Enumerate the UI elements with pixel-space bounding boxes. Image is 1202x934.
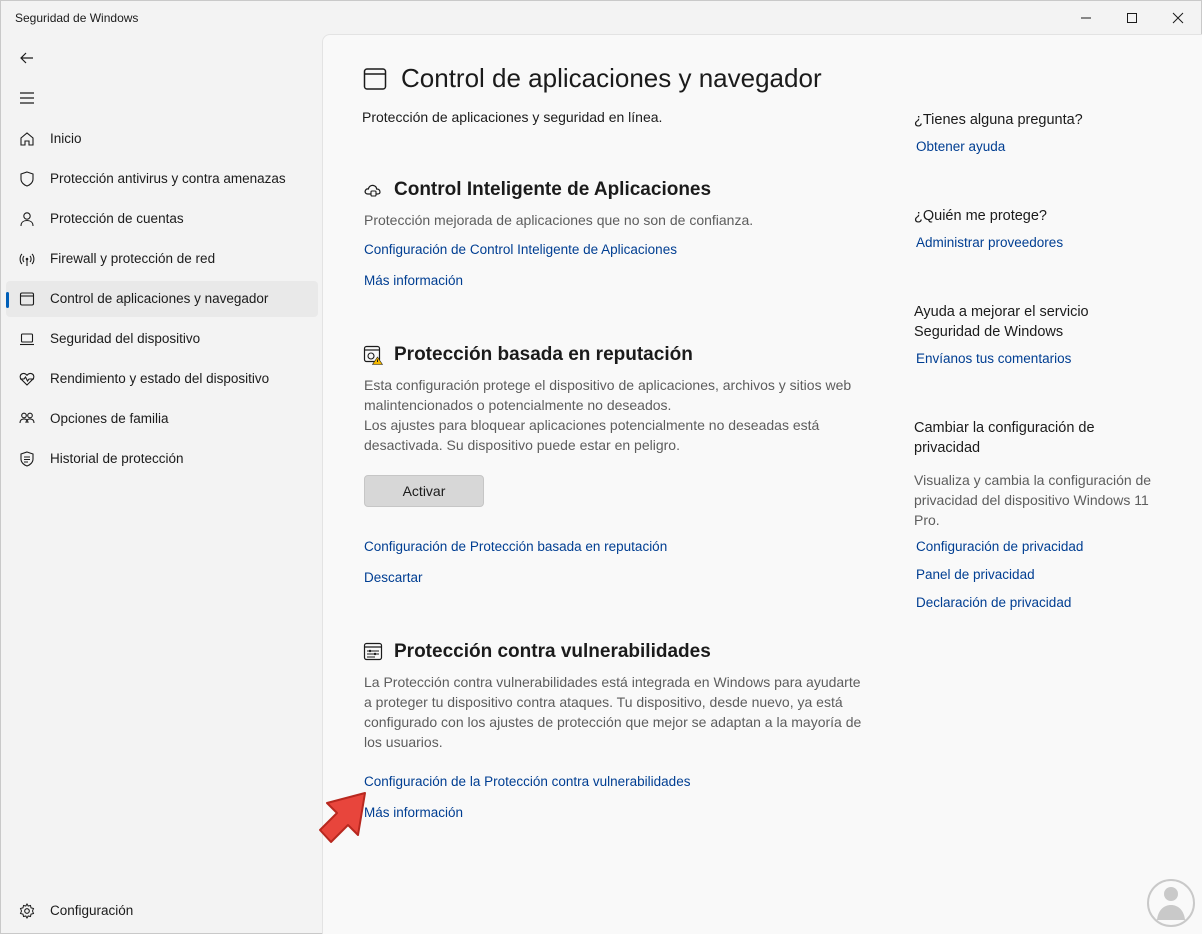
privacy-statement-link[interactable]: Declaración de privacidad xyxy=(916,595,1072,610)
send-feedback-link[interactable]: Envíanos tus comentarios xyxy=(916,351,1072,366)
section-title: Protección contra vulnerabilidades xyxy=(394,641,711,662)
close-icon xyxy=(1172,12,1184,24)
dismiss-link[interactable]: Descartar xyxy=(364,570,423,585)
exploit-protection-icon xyxy=(363,642,383,662)
exploit-description: La Protección contra vulnerabilidades está integrada en Windows para ayudarte a proteger tu dispositivo contra ataques. Tu dispositivo, desde nuevo, ya está configurado con los ajustes de protección que mejor se adaptan a la mayoría de los usuarios. xyxy=(364,674,862,750)
sidebar-item-app-browser-control[interactable] xyxy=(6,281,318,317)
menu-button[interactable] xyxy=(9,83,45,113)
sidebar-item-home[interactable] xyxy=(6,121,318,157)
person-icon xyxy=(18,210,36,228)
question-heading: ¿Tienes alguna pregunta? xyxy=(914,112,1083,128)
smart-app-control-description: Protección mejorada de aplicaciones que no son de confianza. xyxy=(364,212,754,228)
page-title: Control de aplicaciones y navegador xyxy=(401,63,822,93)
close-button[interactable] xyxy=(1155,1,1201,35)
sidebar-item-label: Historial de protección xyxy=(50,451,184,466)
sidebar-item-device-performance[interactable] xyxy=(6,361,318,397)
smart-app-control-icon xyxy=(363,180,383,200)
sidebar-item-settings[interactable] xyxy=(6,893,318,929)
who-protects-heading: ¿Quién me protege? xyxy=(914,208,1047,224)
smart-app-control-header xyxy=(363,179,711,201)
sidebar-item-firewall[interactable] xyxy=(6,241,318,277)
reputation-description: Esta configuración protege el dispositivo de aplicaciones, archivos y sitios web malintencionados o potencialmente no deseados. xyxy=(364,377,852,413)
heart-pulse-icon xyxy=(18,370,36,388)
reputation-warning-icon xyxy=(363,345,383,365)
activate-button[interactable]: Activar xyxy=(364,475,484,507)
shield-icon xyxy=(18,170,36,188)
family-icon xyxy=(18,410,36,428)
sidebar-item-protection-history[interactable] xyxy=(6,441,318,477)
privacy-settings-link[interactable]: Configuración de privacidad xyxy=(916,539,1084,554)
minimize-button[interactable] xyxy=(1063,1,1109,35)
sidebar-item-label: Inicio xyxy=(50,131,82,146)
improve-heading: Ayuda a mejorar el servicio Seguridad de Windows xyxy=(914,304,1089,340)
main-content xyxy=(322,34,1202,934)
back-arrow-icon xyxy=(19,50,35,66)
sidebar-item-label: Rendimiento y estado del dispositivo xyxy=(50,371,270,386)
laptop-icon xyxy=(18,330,36,348)
minimize-icon xyxy=(1080,12,1092,24)
active-indicator xyxy=(6,292,9,308)
sidebar-item-virus-protection[interactable] xyxy=(6,161,318,197)
get-help-link[interactable]: Obtener ayuda xyxy=(916,139,1006,154)
privacy-heading: Cambiar la configuración de privacidad xyxy=(914,420,1095,456)
sidebar-item-label: Protección de cuentas xyxy=(50,211,184,226)
page-header xyxy=(363,63,822,94)
sidebar-item-label: Opciones de familia xyxy=(50,411,169,426)
home-icon xyxy=(18,130,36,148)
sidebar xyxy=(1,35,321,933)
app-window-icon xyxy=(18,290,36,308)
smart-app-more-info-link[interactable]: Más información xyxy=(364,273,464,288)
sidebar-item-device-security[interactable] xyxy=(6,321,318,357)
sidebar-item-family-options[interactable] xyxy=(6,401,318,437)
exploit-protection-header xyxy=(363,641,711,663)
reputation-warning-text: Los ajustes para bloquear aplicaciones potencialmente no deseadas está desactivada. Su dispositivo puede estar en peligro. xyxy=(364,417,820,453)
back-button[interactable] xyxy=(9,43,45,73)
wifi-icon xyxy=(18,250,36,268)
maximize-button[interactable] xyxy=(1109,1,1155,35)
sidebar-item-label: Firewall y protección de red xyxy=(50,251,216,266)
sidebar-item-label: Protección antivirus y contra amenazas xyxy=(50,171,286,186)
app-window-icon xyxy=(363,67,387,91)
smart-app-control-settings-link[interactable]: Configuración de Control Inteligente de Aplicaciones xyxy=(364,242,677,257)
section-title: Protección basada en reputación xyxy=(394,344,693,365)
sidebar-item-label: Seguridad del dispositivo xyxy=(50,331,201,346)
reputation-protection-header xyxy=(363,344,693,366)
maximize-icon xyxy=(1126,12,1138,24)
title-bar xyxy=(1,1,1201,35)
section-title: Control Inteligente de Aplicaciones xyxy=(394,179,712,200)
exploit-settings-link[interactable]: Configuración de la Protección contra vulnerabilidades xyxy=(364,774,691,789)
sidebar-item-label: Control de aplicaciones y navegador xyxy=(50,291,269,306)
gear-icon xyxy=(18,902,36,920)
page-subtitle: Protección de aplicaciones y seguridad en línea. xyxy=(362,109,663,125)
history-icon xyxy=(18,450,36,468)
exploit-more-info-link[interactable]: Más información xyxy=(364,805,464,820)
window-title: Seguridad de Windows xyxy=(15,11,139,25)
sidebar-item-account-protection[interactable] xyxy=(6,201,318,237)
sidebar-item-label: Configuración xyxy=(50,903,134,918)
red-arrow-icon xyxy=(317,789,369,849)
manage-providers-link[interactable]: Administrar proveedores xyxy=(916,235,1064,250)
reputation-settings-link[interactable]: Configuración de Protección basada en reputación xyxy=(364,539,668,554)
person-silhouette-logo-icon xyxy=(1141,877,1201,929)
privacy-description: Visualiza y cambia la configuración de privacidad del dispositivo Windows 11 Pro. xyxy=(914,472,1152,528)
privacy-dashboard-link[interactable]: Panel de privacidad xyxy=(916,567,1035,582)
hamburger-icon xyxy=(19,90,35,106)
